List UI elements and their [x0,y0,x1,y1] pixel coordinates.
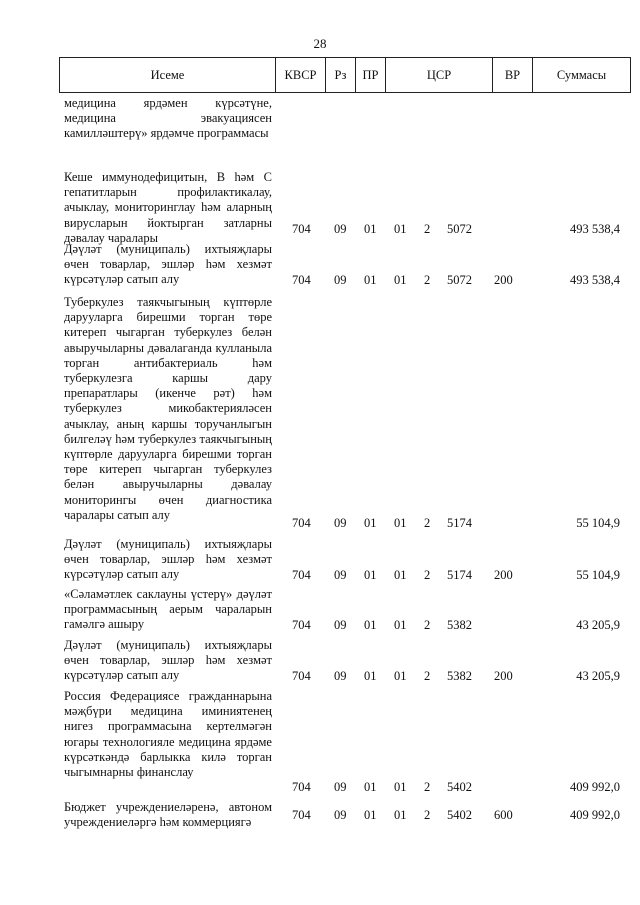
row-kvsr: 704 [292,222,311,236]
row-csr-sub: 2 [424,568,431,582]
row-sum: 43 205,9 [576,618,620,632]
row-vr: 200 [494,669,513,683]
row-name: Россия Федерациясе гражданнарына мәҗбүри медицина иминиятенең нигез программасына кертелмәгән югары технологияле медицина ярдәме күрсәткәндә барлыкка килә торган чыгымнарны финанслау [64,689,272,780]
row-name: Дәүләт (муниципаль) ихтыяҗлары өчен товарлар, эшләр һәм хезмәт күрсәтүләр сатып алу [64,638,272,683]
row-pr: 01 [364,780,377,794]
row-csr-code: 5402 [447,780,472,794]
row-pr: 01 [364,808,377,822]
row-name: «Сәламәтлек саклауны үстерү» дәүләт программасының аерым чараларын гамәлгә ашыру [64,587,272,632]
row-csr-code: 5174 [447,568,472,582]
row-csr-sub: 2 [424,516,431,530]
row-kvsr: 704 [292,618,311,632]
row-csr-sub: 2 [424,273,431,287]
row-pr: 01 [364,669,377,683]
row-kvsr: 704 [292,780,311,794]
row-kvsr: 704 [292,808,311,822]
row-name: Дәүләт (муниципаль) ихтыяҗлары өчен товарлар, эшләр һәм хезмәт күрсәтүләр сатып алу [64,242,272,287]
header-sum: Суммасы [533,58,631,93]
row-csr-sub: 2 [424,618,431,632]
row-kvsr: 704 [292,273,311,287]
row-rz: 09 [334,618,347,632]
row-kvsr: 704 [292,516,311,530]
row-rz: 09 [334,780,347,794]
row-sum: 493 538,4 [570,273,620,287]
row-sum: 493 538,4 [570,222,620,236]
row-sum: 43 205,9 [576,669,620,683]
row-csr-program: 01 [394,618,407,632]
row-vr: 200 [494,568,513,582]
row-csr-sub: 2 [424,222,431,236]
row-csr-code: 5072 [447,273,472,287]
row-rz: 09 [334,222,347,236]
row-rz: 09 [334,669,347,683]
row-sum: 55 104,9 [576,568,620,582]
header-rz: Рз [326,58,356,93]
row-csr-program: 01 [394,516,407,530]
row-rz: 09 [334,273,347,287]
row-csr-sub: 2 [424,780,431,794]
row-kvsr: 704 [292,669,311,683]
row-pr: 01 [364,516,377,530]
row-rz: 09 [334,516,347,530]
row-csr-program: 01 [394,568,407,582]
row-sum: 55 104,9 [576,516,620,530]
header-pr: ПР [356,58,386,93]
row-csr-program: 01 [394,780,407,794]
row-csr-sub: 2 [424,808,431,822]
row-pr: 01 [364,568,377,582]
row-csr-code: 5402 [447,808,472,822]
row-pr: 01 [364,618,377,632]
row-csr-sub: 2 [424,669,431,683]
row-csr-code: 5382 [447,618,472,632]
header-csr: ЦСР [386,58,493,93]
row-rz: 09 [334,808,347,822]
row-csr-code: 5072 [447,222,472,236]
row-csr-code: 5174 [447,516,472,530]
row-csr-code: 5382 [447,669,472,683]
row-pr: 01 [364,222,377,236]
header-kvsr: КВСР [276,58,326,93]
row-kvsr: 704 [292,568,311,582]
row-name: Туберкулез таякчыгының күптөрле дарууларга бирешми торган төре китереп чыгарган туберкулез белән авыручыларны дәвалаганда кулланыла торган антибактериаль һәм туберкулезга каршы дару препаратлары (икенче рәт) һәм туберкулез микобактерияләсен ачыклау, аның каршы торучанлыгын билгеләү һәм туберкулез таякчыгының күптөрле дарууларга бирешми торган төре китереп чыгарган туберкулез белән авыручыларны дәвалау мониторингы өчен диагностика чаралары сатып алу [64,295,272,522]
row-name: Дәүләт (муниципаль) ихтыяҗлары өчен товарлар, эшләр һәм хезмәт күрсәтүләр сатып алу [64,537,272,582]
row-name: Бюджет учреждениеләренә, автоном учреждениеләргә һәм коммерциягә [64,800,272,830]
row-sum: 409 992,0 [570,780,620,794]
row-pr: 01 [364,273,377,287]
row-sum: 409 992,0 [570,808,620,822]
table-header [59,57,631,93]
row-rz: 09 [334,568,347,582]
row-vr: 200 [494,273,513,287]
row-csr-program: 01 [394,273,407,287]
row-name: медицина ярдәмен күрсәтүне, медицина эвакуациясен камилләштерү» ярдәмче программасы [64,96,272,141]
row-csr-program: 01 [394,808,407,822]
row-csr-program: 01 [394,222,407,236]
page-number: 28 [313,36,327,51]
row-vr: 600 [494,808,513,822]
header-name: Исеме [60,58,276,93]
header-vr: ВР [493,58,533,93]
row-name: Кеше иммунодефицитын, B һәм C гепатитларын профилактикалау, ачыклау, мониторинглау һәм аларның вирусларын йоктырган затларны дәвалау чаралары [64,170,272,245]
row-csr-program: 01 [394,669,407,683]
